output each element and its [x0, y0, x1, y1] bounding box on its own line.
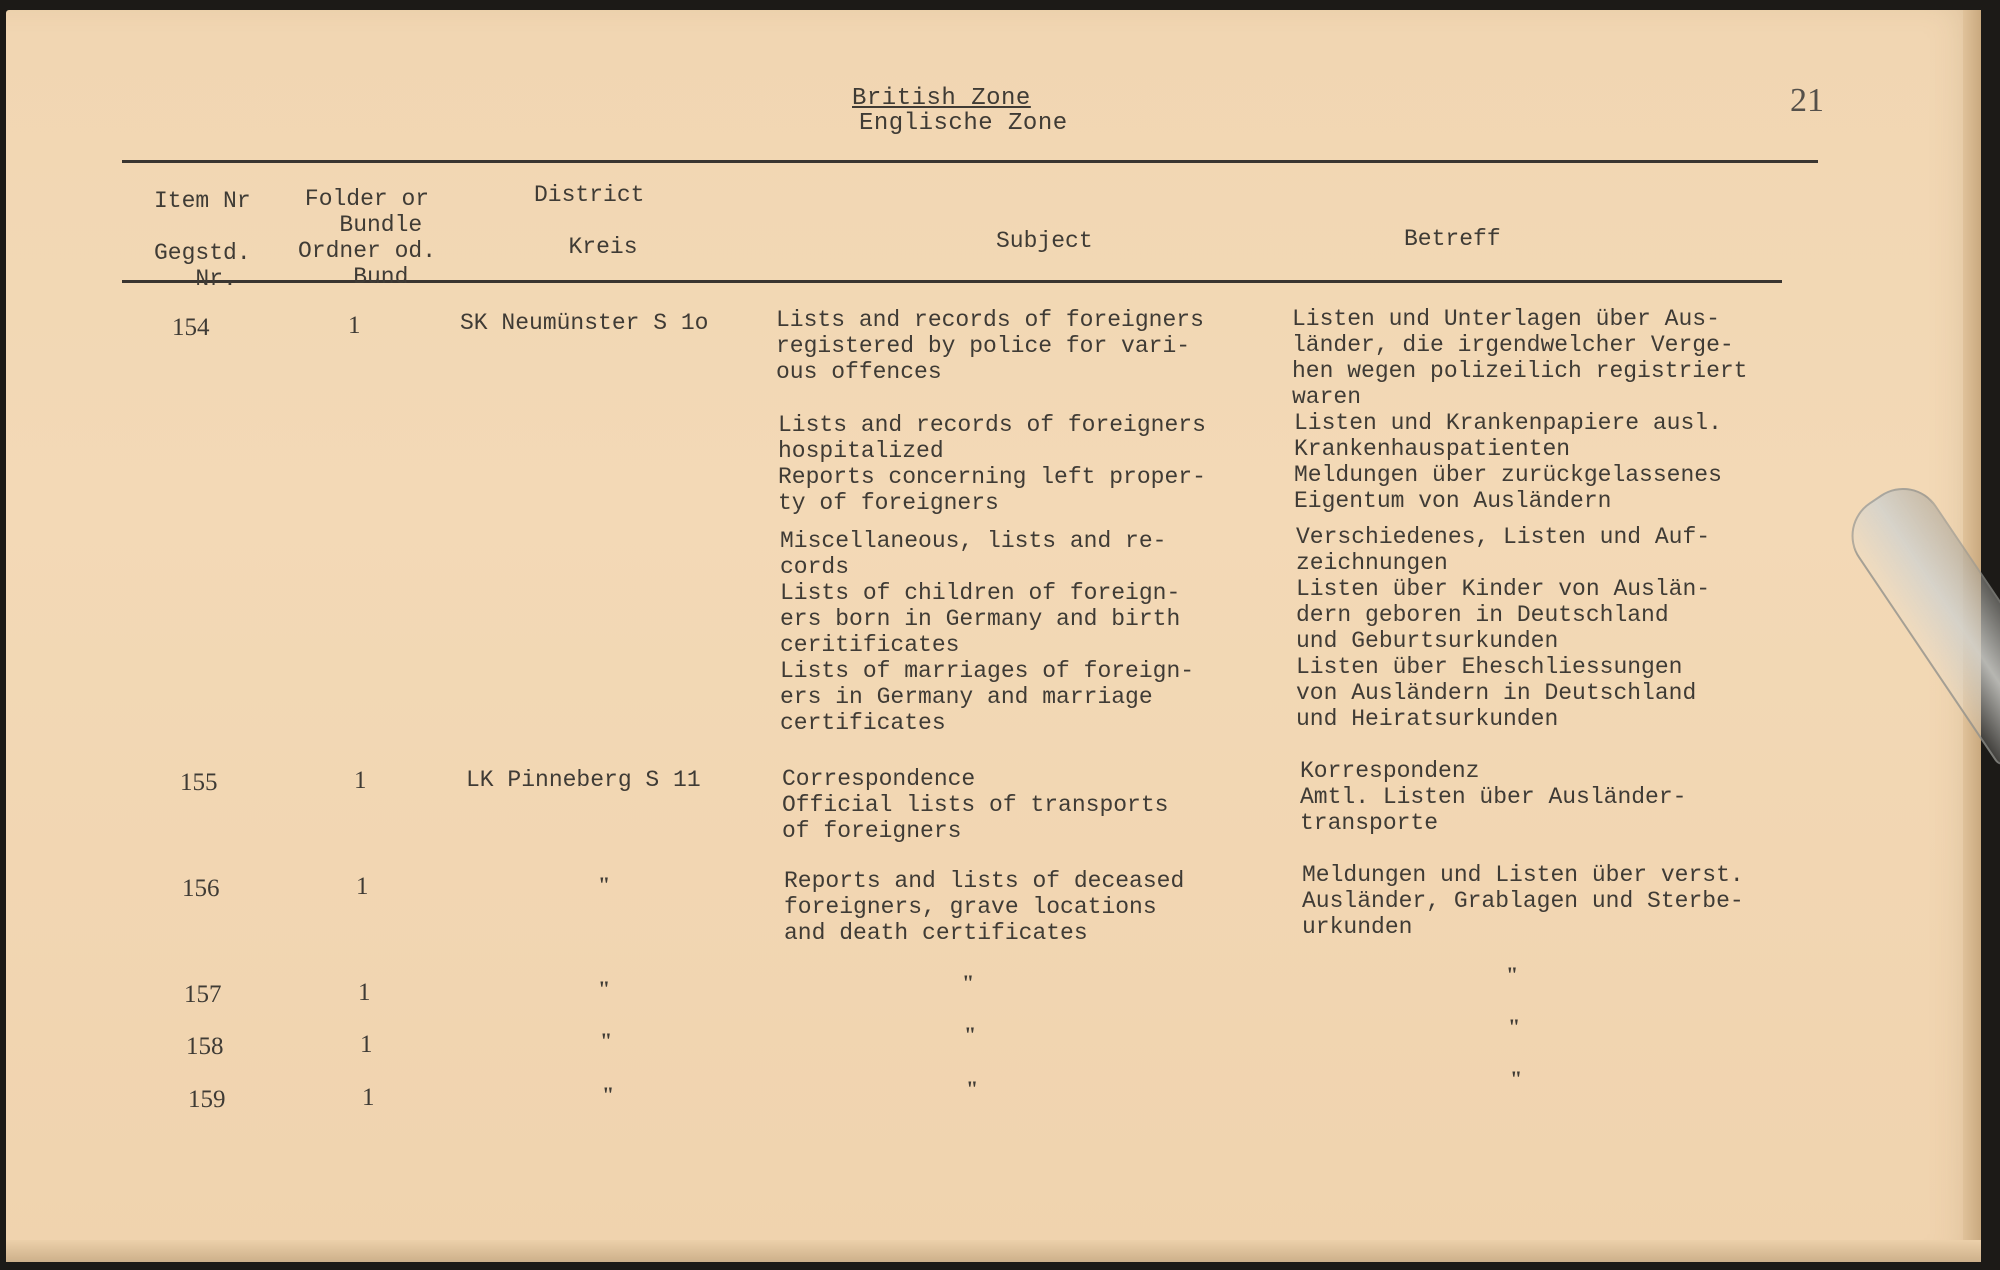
row-159-district-ditto: "	[602, 1082, 615, 1107]
column-header-item: Item Nr Gegstd. Nr.	[154, 188, 251, 292]
row-154-district: SK Neumünster S 1o	[460, 310, 709, 336]
page-edge-bottom	[6, 1240, 1981, 1262]
row-154-betreff-1: Listen und Unterlagen über Aus- länder, die irgendwelcher Verge- hen wegen polizeilich registriert waren	[1292, 306, 1748, 410]
column-header-district: District Kreis	[534, 182, 645, 260]
row-158-item: 158	[186, 1033, 224, 1060]
row-158-folder: 1	[360, 1031, 373, 1058]
row-156-subject: Reports and lists of deceased foreigners, grave locations and death certificates	[784, 868, 1185, 946]
row-154-folder: 1	[348, 312, 361, 339]
page-subtitle: Englische Zone	[859, 110, 1068, 137]
row-156-betreff: Meldungen und Listen über verst. Ausländer, Grablagen und Sterbe- urkunden	[1302, 862, 1744, 940]
row-154-subject-1: Lists and records of foreigners registered by police for vari- ous offences	[776, 307, 1204, 385]
row-154-subject-3: Miscellaneous, lists and re- cords Lists of children of foreign- ers born in Germany and birth ceritificates Lists of marriages of foreign- ers in Germany and marriage certificates	[780, 528, 1195, 736]
row-154-betreff-2: Listen und Krankenpapiere ausl. Krankenhauspatienten Meldungen über zurückgelassenes Eigentum von Ausländern	[1294, 410, 1722, 514]
row-156-item: 156	[182, 875, 220, 902]
row-157-betreff-ditto: "	[1506, 962, 1519, 987]
page-title: British Zone	[852, 85, 1031, 112]
row-159-subject-ditto: "	[966, 1076, 979, 1101]
row-156-folder: 1	[356, 873, 369, 900]
row-157-folder: 1	[358, 979, 371, 1006]
row-155-subject: Correspondence Official lists of transports of foreigners	[782, 766, 1169, 844]
row-155-folder: 1	[354, 767, 367, 794]
row-157-subject-ditto: "	[962, 970, 975, 995]
table-top-rule	[122, 160, 1818, 163]
page-number: 21	[1790, 82, 1824, 119]
row-157-district-ditto: "	[598, 976, 611, 1001]
column-header-betreff: Betreff	[1404, 226, 1501, 252]
row-158-subject-ditto: "	[964, 1022, 977, 1047]
row-155-item: 155	[180, 769, 218, 796]
row-158-district-ditto: "	[600, 1028, 613, 1053]
row-159-item: 159	[188, 1086, 226, 1113]
row-155-district: LK Pinneberg S 11	[466, 767, 701, 793]
column-header-subject: Subject	[996, 228, 1093, 254]
row-154-betreff-3: Verschiedenes, Listen und Auf- zeichnungen Listen über Kinder von Auslän- dern geboren in Deutschland und Geburtsurkunden Listen über Eheschliessungen von Ausländern in Deutschland und Heiratsurkunden	[1296, 524, 1711, 732]
row-156-district-ditto: "	[598, 872, 611, 897]
row-154-item: 154	[172, 314, 210, 341]
row-154-subject-2: Lists and records of foreigners hospitalized Reports concerning left proper- ty of foreigners	[778, 412, 1206, 516]
row-159-folder: 1	[362, 1084, 375, 1111]
column-header-folder: Folder or Bundle Ordner od. Bund	[298, 186, 437, 290]
row-157-item: 157	[184, 981, 222, 1008]
row-155-betreff: Korrespondenz Amtl. Listen über Ausländer- transporte	[1300, 758, 1687, 836]
row-158-betreff-ditto: "	[1508, 1014, 1521, 1039]
row-159-betreff-ditto: "	[1510, 1066, 1523, 1091]
document-page	[6, 10, 1981, 1262]
